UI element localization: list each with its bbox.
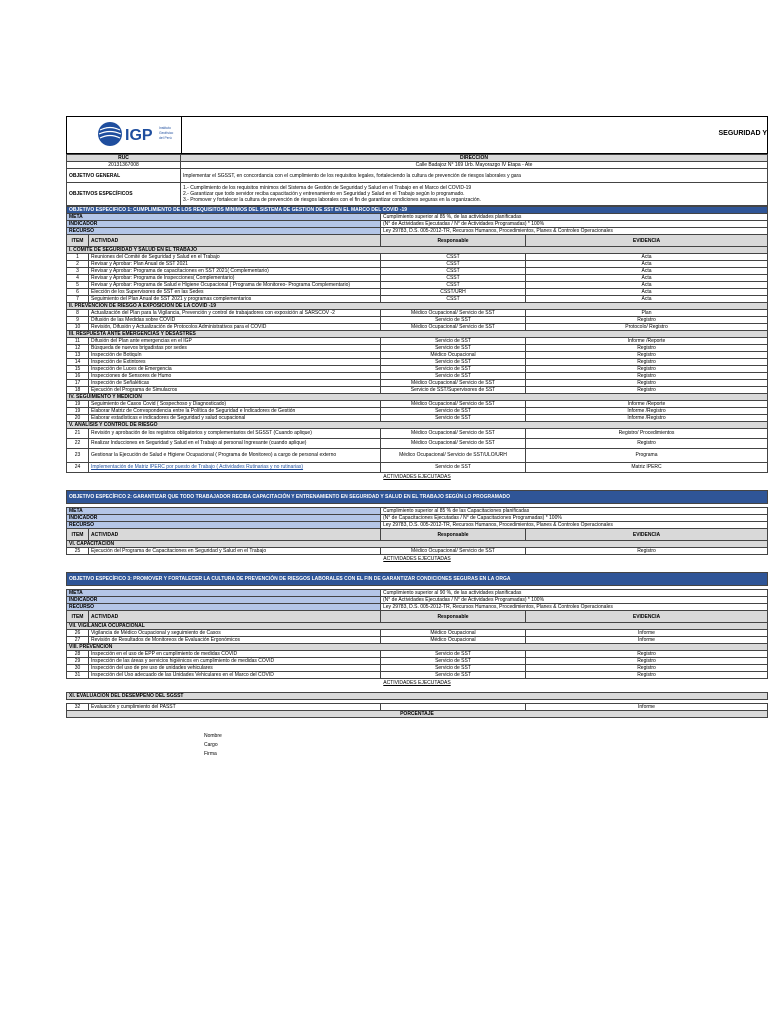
table-row — [67, 415, 768, 422]
table-row — [67, 310, 768, 317]
table-row — [67, 282, 768, 289]
item-number: 18 — [67, 387, 89, 394]
section-title: V. ANÁLISIS Y CONTROL DE RIESGO — [67, 422, 768, 429]
objective-1-indicador: (N° de Actividades Ejecutadas / N° de Actividades Programadas) * 100% — [381, 221, 768, 228]
evidencia: Acta — [526, 289, 768, 296]
objective-3-title: OBJETIVO ESPECÍFICO 3: PROMOVER Y FORTALECER LA CULTURA DE PREVENCIÓN DE RIESGOS LABORALES CON EL FIN DE GARANTIZAR CONDICIONES SEGURAS EN LA ORGA — [67, 573, 768, 586]
responsable: Servicio de SST — [381, 338, 526, 345]
igp-logo — [97, 120, 175, 148]
table-row — [67, 672, 768, 679]
item-number: 29 — [67, 658, 89, 665]
activity: Revisar y Aprobar: Programa de capacitaciones en SST 2021( Complementario) — [89, 268, 381, 275]
activity: Revisar y Aprobar: Programa de Inspecciones( Complementario) — [89, 275, 381, 282]
table-row — [67, 317, 768, 324]
table-row — [67, 408, 768, 415]
direccion-value: Calle Badajoz N° 169 Urb. Mayorazgo IV Etapa - Ate — [181, 162, 768, 169]
evidencia: Acta — [526, 268, 768, 275]
objective-3-recurso: Ley 29783, D.S. 005-2012-TR, Recursos Humanos, Procedimientos, Planes & Controles Operacionales — [381, 604, 768, 611]
responsable: Médico Ocupacional — [381, 637, 526, 644]
item-number: 6 — [67, 289, 89, 296]
item-number: 4 — [67, 275, 89, 282]
table-row — [67, 651, 768, 658]
evidencia: Informe — [526, 637, 768, 644]
item-number: 9 — [67, 317, 89, 324]
activity: Ejecución del Programa de Simulacros — [89, 387, 381, 394]
item-number: 5 — [67, 282, 89, 289]
activity: Actualización del Plan para la Vigilancia, Prevención y control de trabajadores con exposición al SARSCOV -2 — [89, 310, 381, 317]
objetivos-especificos-value: 1.- Cumplimiento de los requisitos mínimos del Sistema de Gestión de Seguridad y Salud en el Trabajo en el Marco del COVID-19 2.- Garantizar que todo servidor reciba capacitación y entrenamiento en Seguridad y Salud en el Trabajo según lo programado. 3.- Promover y fortalecer la cultura de prevención de riesgos laborales con el fin de garantizar condiciones seguras en la organización. — [181, 183, 768, 206]
responsable: Médico Ocupacional — [381, 630, 526, 637]
porcentaje-label: PORCENTAJE — [67, 711, 768, 718]
table-row — [67, 704, 768, 711]
svg-text:del Perú: del Perú — [159, 136, 172, 140]
document-title: SEGURIDAD Y — [718, 130, 767, 137]
activity: Inspección de las áreas y servicios higiénicos en cumplimiento de medidas COVID — [89, 658, 381, 665]
actividades-ejecutadas-1: ACTIVIDADES EJECUTADAS — [383, 474, 451, 480]
section-title: I. COMITÉ DE SEGURIDAD Y SALUD EN EL TRABAJO — [67, 247, 768, 254]
signature-firma: Firma — [204, 751, 217, 757]
evidencia: Registro — [526, 387, 768, 394]
activity: Inspección del Uso adecuado de las Unidades Vehiculares en el Marco del COVID — [89, 672, 381, 679]
section-title: VII. VIGILANCIA OCUPACIONAL — [67, 623, 768, 630]
objective-1-table: OBJETIVO ESPECÍFICO 1: CUMPLIMIENTO DE LOS REQUISITOS MINIMOS DEL SISTEMA DE GESTIÓN DE SST EN EL MARCO DEL COVID -19 META Cumplimiento superior al 85 %, de las actividades planificadas INDICADOR (N° de Actividades Ejecutadas / N° de Actividades Programadas) * 100% RECURSO Ley 29783, D.S. 005-2012-TR, Recursos Humanos, Procedimientos, Planes & Controles Operacionales ITEM ACTIVIDAD Responsable EVIDENCIA I. COMITÉ DE SEGURIDAD Y SALUD EN EL TRABAJO 1 Reuniones del Comité de Seguridad y Salud en el Trabajo CSST Acta 2 Revisar y Aprobar: Plan Anual de SST 2021 CSST Acta 3 Revisar y Aprobar: Programa de capacitaciones en SST 2021( Complementario) CSST Acta 4 Revisar y Aprobar: Programa de Inspecciones( Complementario) CSST Acta 5 Revisar y Aprobar: Programa de Salud e Higiene Ocupacional ( Programa de Monitoreo- Programa Complementario) CSST Acta 6 Elección de los Supervisores de SST en las Sedes CSST/URH Acta 7 Seguimiento del Plan Anual de SST 2021 y programas complementarios CSST Acta II. PREVENCIÓN DE RIESGO A EXPOSICIÓN DE LA COVID -19 8 Actualización del Plan para la Vigilancia, Prevención y control de trabajadores con exposición al SARSCOV -2 Médico Ocupacional/ Servicio de SST Plan 9 Difusión de las Medidas sobre COVID Servicio de SST Registro 10 Revisión, Difusión y Actualización de Protocolos Administrativos para el COVID Médico Ocupacional/ Servicio de SST Protocolo/ Registro III. RESPUESTA ANTE EMERGENCIAS Y DESASTRES 11 Difusión del Plan ante emergencias en el IGP Servicio de SST Informe /Reporte 12 Búsqueda de nuevos brigadistas por sedes Servicio de SST Registro 13 Inspección de Botiquín Médico Ocupacional Registro 14 Inspección de Extintores Servicio de SST Registro 15 Inspección de Luces de Emergencia Servicio de SST Registro 16 Inspecciones de Sensores de Humo Servicio de SST Registro 17 Inspección de Señaléticas Médico Ocupacional/ Servicio de SST Registro 18 Ejecución del Programa de Simulacros Servicio de SST/Supervisores de SST Registro IV. SEGUIMIENTO Y MEDICIÓN 19 Seguimiento de Casos Covid ( Sospechoso y Diagnosticado) Médico Ocupacional/ Servicio de SST Informe /Reporte 19 Elaborar Matriz de Correspondencia entre la Política de Seguridad e Indicadores de Gestión Servicio de SST Informe /Registro 20 Elaborar estadísticas e indicadores de Seguridad y salud ocupacional Servicio de SST Informe /Registro V. ANÁLISIS Y CONTROL DE RIESGO 21 Revisión y aprobación de los registros obligatorios y complementarios del SGSST (Cuando aplique) Médico Ocupacional/ Servicio de SST Registro/ Procedimientos 22 Realizar Inducciones en Seguridad y Salud en el Trabajo al personal Ingresante (cuando aplique) Médico Ocupacional/ Servicio de SST Registro 23 Gestionar la Ejecución de Salud e Higiene Ocupacional ( Programa de Monitoreo) a cargo de personal externo Médico Ocupacional/ Servicio de SST/ULO/URH Programa 24 Implementación de Matriz IPERC por puesto de Trabajo ( Actividades Rutinarias y no rutinarias) Servicio de SST Matriz IPERC ACTIVIDADES EJECUTADAS — [66, 206, 768, 490]
objective-2-title: OBJETIVO ESPECÍFICO 2: GARANTIZAR QUE TODO TRABAJADOR RECIBA CAPACITACIÓN Y ENTRENAMIENTO EN SEGURIDAD Y SALUD EN EL TRABAJO SEGÚN LO PROGRAMADO — [67, 491, 768, 504]
item-number: 27 — [67, 637, 89, 644]
evidencia: Registro — [526, 317, 768, 324]
evidencia: Registro — [526, 651, 768, 658]
responsable: Servicio de SST — [381, 359, 526, 366]
item-number: 17 — [67, 380, 89, 387]
evidencia: Registro — [526, 373, 768, 380]
activity: Inspección de Extintores — [89, 359, 381, 366]
section-title: II. PREVENCIÓN DE RIESGO A EXPOSICIÓN DE LA COVID -19 — [67, 303, 768, 310]
evidencia: Registro — [526, 665, 768, 672]
responsable — [381, 704, 526, 711]
actividades-ejecutadas-2: ACTIVIDADES EJECUTADAS — [383, 556, 451, 562]
evidencia: Acta — [526, 261, 768, 268]
signature-cargo: Cargo — [204, 742, 218, 748]
section-title: VIII. PREVENCIÓN — [67, 644, 768, 651]
responsable: Servicio de SST — [381, 415, 526, 422]
direccion-label: DIRECCIÓN — [181, 155, 768, 162]
activity: Elección de los Supervisores de SST en las Sedes — [89, 289, 381, 296]
responsable: Médico Ocupacional/ Servicio de SST — [381, 324, 526, 331]
objective-2-meta: Cumplimiento superior al 85 % de las Capacitaciones planificadas — [381, 508, 768, 515]
evidencia: Informe — [526, 704, 768, 711]
item-number: 10 — [67, 324, 89, 331]
table-row — [67, 637, 768, 644]
table-row — [67, 268, 768, 275]
activity: Vigilancia de Médico Ocupacional y seguimiento de Casos — [89, 630, 381, 637]
signature-block — [66, 732, 768, 759]
activity: Difusión del Plan ante emergencias en el IGP — [89, 338, 381, 345]
responsable: Médico Ocupacional/ Servicio de SST — [381, 380, 526, 387]
table-row — [67, 296, 768, 303]
responsable: CSST — [381, 275, 526, 282]
evidencia: Registro — [526, 366, 768, 373]
evidencia: Informe /Registro — [526, 415, 768, 422]
item-number: 19 — [67, 401, 89, 408]
activity: Evaluación y cumplimiento del PASST — [89, 704, 381, 711]
item-number: 28 — [67, 651, 89, 658]
activity: Reuniones del Comité de Seguridad y Salud en el Trabajo — [89, 254, 381, 261]
activity: Búsqueda de nuevos brigadistas por sedes — [89, 345, 381, 352]
item-number: 30 — [67, 665, 89, 672]
section-title: III. RESPUESTA ANTE EMERGENCIAS Y DESASTRES — [67, 331, 768, 338]
svg-text:IGP: IGP — [125, 127, 153, 144]
activity: Revisión, Difusión y Actualización de Protocolos Administrativos para el COVID — [89, 324, 381, 331]
table-row — [67, 275, 768, 282]
table-row — [67, 338, 768, 345]
responsable: Servicio de SST — [381, 665, 526, 672]
section-title: XI. EVALUACIÓN DEL DESEMPEÑO DEL SGSST — [67, 693, 768, 700]
item-number: 8 — [67, 310, 89, 317]
table-row — [67, 366, 768, 373]
responsable: Servicio de SST — [381, 672, 526, 679]
table-row — [67, 359, 768, 366]
activity: Inspección de Señaléticas — [89, 380, 381, 387]
responsable: Médico Ocupacional/ Servicio de SST — [381, 401, 526, 408]
table-row — [67, 261, 768, 268]
svg-text:Instituto: Instituto — [159, 126, 171, 130]
evidencia: Informe /Reporte — [526, 401, 768, 408]
objective-3-table: OBJETIVO ESPECÍFICO 3: PROMOVER Y FORTALECER LA CULTURA DE PREVENCIÓN DE RIESGOS LABORALES CON EL FIN DE GARANTIZAR CONDICIONES SEGURAS EN LA ORGA META Cumplimiento superior al 90 %, de las actividades planificadas INDICADOR (N° de Actividades Ejecutadas / N° de Actividades Programadas) * 100% RECURSO Ley 29783, D.S. 005-2012-TR, Recursos Humanos, Procedimientos, Planes & Controles Operacionales ITEM ACTIVIDAD Responsable EVIDENCIA VII. VIGILANCIA OCUPACIONAL 26 Vigilancia de Médico Ocupacional y seguimiento de Casos Médico Ocupacional Informe 27 Revisión de Resultados de Monitoreos de Evaluación Ergonómicos Médico Ocupacional Informe VIII. PREVENCIÓN 28 Inspección en el uso de EPP en cumplimiento de medidas COVID Servicio de SST Registro 29 Inspección de las áreas y servicios higiénicos en cumplimiento de medidas COVID Servicio de SST Registro 30 Inspección del uso de pre uso de unidades vehiculares Servicio de SST Registro 31 Inspección del Uso adecuado de las Unidades Vehiculares en el Marco del COVID Servicio de SST Registro ACTIVIDADES EJECUTADAS XI. EVALUACIÓN DEL DESEMPEÑO DEL SGSST 32 Evaluación y cumplimiento del PASST Informe PORCENTAJE — [66, 572, 768, 718]
item-number: 2 — [67, 261, 89, 268]
table-row — [67, 630, 768, 637]
evidencia: Registro — [526, 672, 768, 679]
item-number: 1 — [67, 254, 89, 261]
objective-3-indicador: (N° de Actividades Ejecutadas / N° de Actividades Programadas) * 100% — [381, 597, 768, 604]
item-number: 14 — [67, 359, 89, 366]
responsable: Servicio de SST — [381, 658, 526, 665]
activity: Revisar y Aprobar: Plan Anual de SST 2021 — [89, 261, 381, 268]
table-row — [67, 373, 768, 380]
evidencia: Informe /Reporte — [526, 338, 768, 345]
responsable: CSST — [381, 268, 526, 275]
evidencia: Acta — [526, 275, 768, 282]
table-row — [67, 665, 768, 672]
activity: Elaborar estadísticas e indicadores de Seguridad y salud ocupacional — [89, 415, 381, 422]
evidencia: Informe — [526, 630, 768, 637]
objective-2-recurso: Ley 29783, D.S. 005-2012-TR, Recursos Humanos, Procedimientos, Planes & Controles Operacionales — [381, 522, 768, 529]
objective-1-meta: Cumplimiento superior al 85 %, de las actividades planificadas — [381, 214, 768, 221]
table-row — [67, 352, 768, 359]
activity: Ejecución del Programa de Capacitaciones en Seguridad y Salud en el Trabajo — [89, 548, 381, 555]
activity: Inspección en el uso de EPP en cumplimiento de medidas COVID — [89, 651, 381, 658]
table-row — [67, 345, 768, 352]
ruc-label: RUC — [67, 155, 181, 162]
responsable: Médico Ocupacional/ Servicio de SST — [381, 548, 526, 555]
item-number: 31 — [67, 672, 89, 679]
item-number: 13 — [67, 352, 89, 359]
responsable: CSST — [381, 282, 526, 289]
table-row — [67, 658, 768, 665]
evidencia: Acta — [526, 254, 768, 261]
evidencia: Acta — [526, 282, 768, 289]
responsable: Servicio de SST — [381, 373, 526, 380]
item-number: 11 — [67, 338, 89, 345]
spreadsheet — [66, 116, 768, 759]
item-number: 19 — [67, 408, 89, 415]
activity: Elaborar Matriz de Correspondencia entre la Política de Seguridad e Indicadores de Gestión — [89, 408, 381, 415]
evidencia: Registro — [526, 352, 768, 359]
document-header — [66, 116, 768, 154]
objetivos-especificos-label: OBJETIVOS ESPECÍFICOS — [67, 183, 181, 206]
responsable: CSST — [381, 254, 526, 261]
objective-2-indicador: (N° de Capacitaciones Ejecutadas / N° de Capacitaciones Programadas) * 100% — [381, 515, 768, 522]
evidencia: Registro — [526, 345, 768, 352]
item-number: 16 — [67, 373, 89, 380]
responsable: Servicio de SST — [381, 366, 526, 373]
signature-nombre: Nombre — [204, 733, 222, 739]
responsable: Servicio de SST — [381, 345, 526, 352]
table-row — [67, 380, 768, 387]
responsable: Servicio de SST — [381, 651, 526, 658]
responsable: Servicio de SST — [381, 408, 526, 415]
item-number: 32 — [67, 704, 89, 711]
item-number: 26 — [67, 630, 89, 637]
table-row — [67, 387, 768, 394]
activity: Inspecciones de Sensores de Humo — [89, 373, 381, 380]
table-row — [67, 548, 768, 555]
responsable: Servicio de SST/Supervisores de SST — [381, 387, 526, 394]
evidencia: Registro — [526, 380, 768, 387]
responsable: CSST — [381, 296, 526, 303]
evidencia: Acta — [526, 296, 768, 303]
objective-1-title: OBJETIVO ESPECÍFICO 1: CUMPLIMIENTO DE LOS REQUISITOS MINIMOS DEL SISTEMA DE GESTIÓN DE SST EN EL MARCO DEL COVID -19 — [67, 207, 768, 214]
activity: Seguimiento del Plan Anual de SST 2021 y programas complementarios — [89, 296, 381, 303]
responsable: Médico Ocupacional/ Servicio de SST — [381, 310, 526, 317]
activity: Inspección de Botiquín — [89, 352, 381, 359]
item-number: 12 — [67, 345, 89, 352]
table-row — [67, 254, 768, 261]
activity: Inspección de Luces de Emergencia — [89, 366, 381, 373]
evidencia: Plan — [526, 310, 768, 317]
evidencia: Registro — [526, 658, 768, 665]
objective-2-table: OBJETIVO ESPECÍFICO 2: GARANTIZAR QUE TODO TRABAJADOR RECIBA CAPACITACIÓN Y ENTRENAMIENTO EN SEGURIDAD Y SALUD EN EL TRABAJO SEGÚN LO PROGRAMADO META Cumplimiento superior al 85 % de las Capacitaciones planificadas INDICADOR (N° de Capacitaciones Ejecutadas / N° de Capacitaciones Programadas) * 100% RECURSO Ley 29783, D.S. 005-2012-TR, Recursos Humanos, Procedimientos, Planes & Controles Operacionales ITEM ACTIVIDAD Responsable EVIDENCIA VI. CAPACITACIÓN 25 Ejecución del Programa de Capacitaciones en Seguridad y Salud en el Trabajo Médico Ocupacional/ Servicio de SST Registro ACTIVIDADES EJECUTADAS — [66, 490, 768, 572]
responsable: Servicio de SST — [381, 317, 526, 324]
objective-3-meta: Cumplimiento superior al 90 %, de las actividades planificadas — [381, 590, 768, 597]
activity: Seguimiento de Casos Covid ( Sospechoso y Diagnosticado) — [89, 401, 381, 408]
item-number: 7 — [67, 296, 89, 303]
evidencia: Registro — [526, 548, 768, 555]
item-number: 3 — [67, 268, 89, 275]
item-number: 15 — [67, 366, 89, 373]
ruc-value: 20131367008 — [67, 162, 181, 169]
responsable: CSST — [381, 261, 526, 268]
activity: Inspección del uso de pre uso de unidades vehiculares — [89, 665, 381, 672]
evidencia: Registro — [526, 359, 768, 366]
activity: Revisión de Resultados de Monitoreos de Evaluación Ergonómicos — [89, 637, 381, 644]
iperc-link[interactable]: Implementación de Matriz IPERC por puesto de Trabajo ( Actividades Rutinarias y no rutinarias) — [89, 463, 381, 473]
info-table — [66, 154, 768, 206]
actividades-ejecutadas-3: ACTIVIDADES EJECUTADAS — [383, 680, 451, 686]
evidencia: Informe /Registro — [526, 408, 768, 415]
table-row — [67, 324, 768, 331]
evidencia: Protocolo/ Registro — [526, 324, 768, 331]
objetivo-general-value: Implementar el SGSST, en concordancia con el cumplimiento de los requisitos legales, fortaleciendo la cultura de prevención de riesgos laborales y gara — [181, 169, 768, 183]
activity: Revisar y Aprobar: Programa de Salud e Higiene Ocupacional ( Programa de Monitoreo- Programa Complementario) — [89, 282, 381, 289]
item-number: 25 — [67, 548, 89, 555]
objective-1-recurso: Ley 29783, D.S. 005-2012-TR, Recursos Humanos, Procedimientos, Planes & Controles Operacionales — [381, 228, 768, 235]
responsable: Médico Ocupacional — [381, 352, 526, 359]
section-title: IV. SEGUIMIENTO Y MEDICIÓN — [67, 394, 768, 401]
activity: Difusión de las Medidas sobre COVID — [89, 317, 381, 324]
table-row — [67, 289, 768, 296]
objetivo-general-label: OBJETIVO GENERAL — [67, 169, 181, 183]
responsable: CSST/URH — [381, 289, 526, 296]
svg-text:Geofísico: Geofísico — [159, 131, 174, 135]
table-row — [67, 401, 768, 408]
item-number: 20 — [67, 415, 89, 422]
